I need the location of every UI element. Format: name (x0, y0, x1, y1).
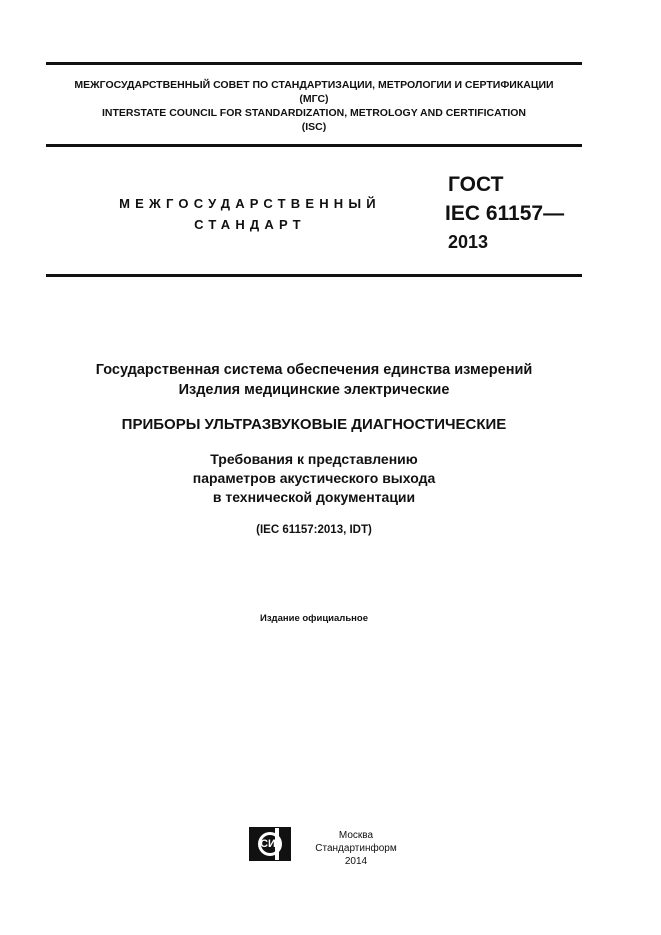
council-abbr-ru: (МГС) (299, 93, 329, 105)
logo-text: СИ (260, 838, 276, 850)
gost-designation (445, 170, 565, 257)
system-title: Государственная система обеспечения единства измерений (95, 362, 533, 378)
header-rule (46, 144, 582, 147)
council-abbr-en: (ISC) (301, 121, 327, 133)
council-header (46, 78, 582, 134)
council-name-en: INTERSTATE COUNCIL FOR STANDARDIZATION, METROLOGY AND CERTIFICATION (101, 107, 527, 119)
gost-year: 2013 (448, 232, 489, 252)
idt-reference: (IEC 61157:2013, IDT) (256, 524, 372, 536)
interstate-label-line1: МЕЖГОСУДАРСТВЕННЫЙ (119, 196, 381, 211)
subtitle-line1: Требования к представлению (210, 451, 418, 467)
interstate-label-line2: СТАНДАРТ (194, 217, 306, 232)
subtitle-line2: параметров акустического выхода (192, 470, 436, 486)
gost-number: IEC 61157— (445, 202, 565, 225)
subtitle (46, 450, 582, 507)
imprint (303, 829, 409, 868)
official-edition: Издание официальное (260, 613, 368, 624)
designation-rule (46, 274, 582, 277)
imprint-publisher: Стандартинформ (315, 843, 397, 854)
top-rule (46, 62, 582, 65)
subtitle-line3: в технической документации (212, 489, 416, 505)
gost-word: ГОСТ (448, 173, 504, 196)
imprint-city: Москва (338, 830, 374, 841)
products-title: Изделия медицинские электрические (178, 382, 450, 398)
publisher-logo (248, 826, 292, 862)
council-name-ru: МЕЖГОСУДАРСТВЕННЫЙ СОВЕТ ПО СТАНДАРТИЗАЦИИ, МЕТРОЛОГИИ И СЕРТИФИКАЦИИ (74, 79, 554, 91)
title-block (46, 360, 582, 536)
interstate-standard-label (100, 193, 400, 235)
imprint-year: 2014 (344, 856, 368, 867)
main-title: ПРИБОРЫ УЛЬТРАЗВУКОВЫЕ ДИАГНОСТИЧЕСКИЕ (121, 416, 507, 433)
